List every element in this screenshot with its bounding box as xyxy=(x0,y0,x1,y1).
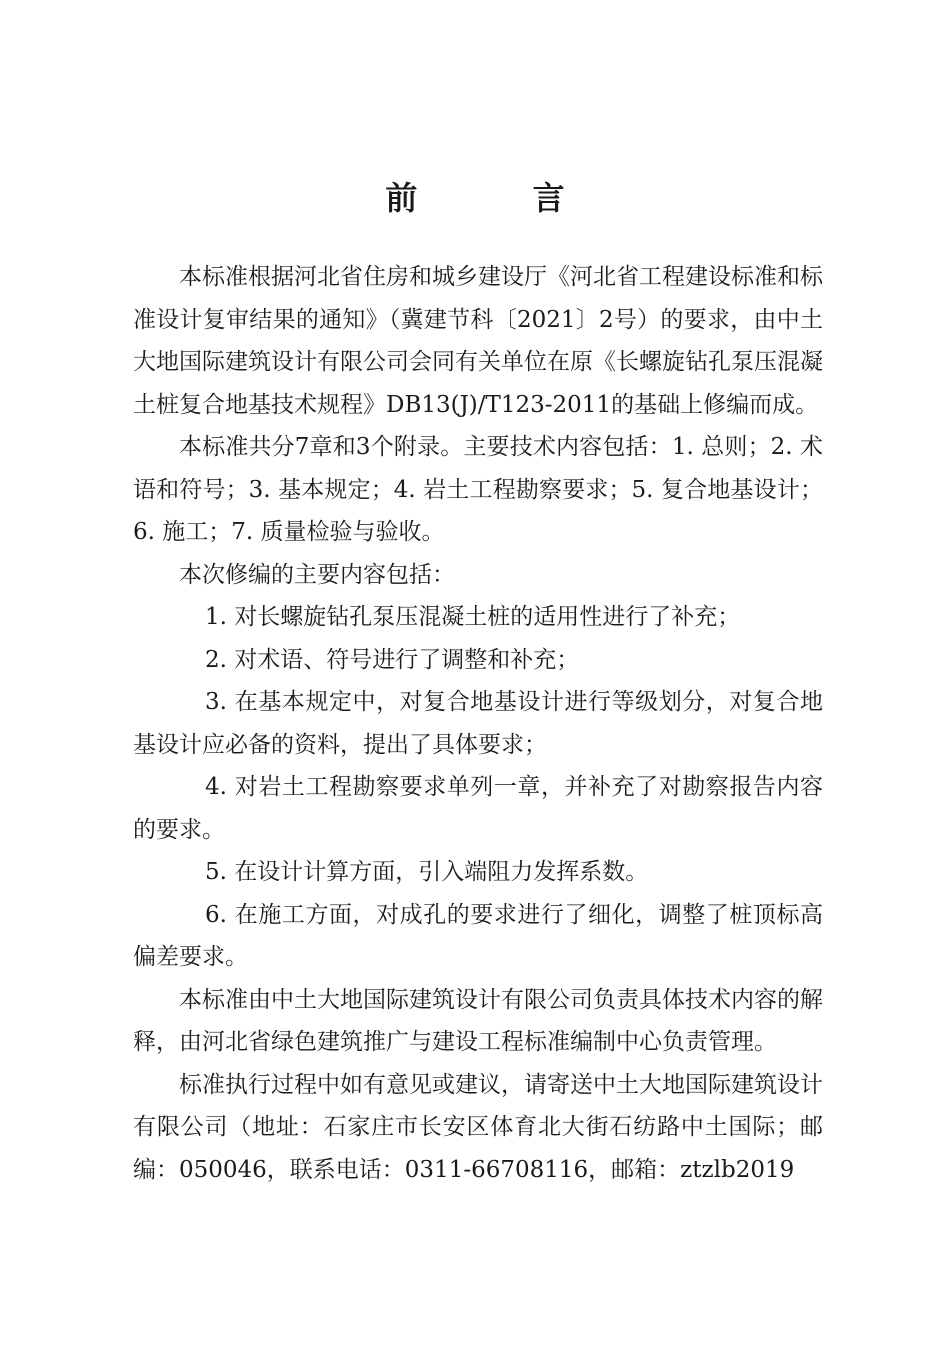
revision-item-6: 6. 在施工方面，对成孔的要求进行了细化，调整了桩顶标高偏差要求。 xyxy=(133,901,823,970)
paragraph-revision-intro: 本次修编的主要内容包括： xyxy=(179,561,455,588)
revision-item-3: 3. 在基本规定中，对复合地基设计进行等级划分，对复合地基设计应必备的资料，提出了具体要求； xyxy=(133,689,823,758)
document-body xyxy=(133,256,823,1191)
page-title: 前 言 xyxy=(385,179,617,217)
paragraph-content-overview: 本标准共分7章和3个附录。主要技术内容包括：1. 总则；2. 术语和符号；3. 基本规定；4. 岩土工程勘察要求；5. 复合地基设计；6. 施工；7. 质量检验与验收。 xyxy=(133,434,823,545)
revision-item-4: 4. 对岩土工程勘察要求单列一章，并补充了对勘察报告内容的要求。 xyxy=(133,774,823,843)
revision-item-1: 1. 对长螺旋钻孔泵压混凝土桩的适用性进行了补充； xyxy=(205,604,741,630)
revision-item-2: 2. 对术语、符号进行了调整和补充； xyxy=(205,646,580,673)
revision-item-5: 5. 在设计计算方面，引入端阻力发挥系数。 xyxy=(205,859,649,885)
paragraph-basis: 本标准根据河北省住房和城乡建设厅《河北省工程建设标准和标准设计复审结果的通知》（冀建节科〔2021〕2号）的要求，由中土大地国际建筑设计有限公司会同有关单位在原《长螺旋钻孔泵压混凝土桩复合地基技术规程》DB13(J)/T123-2011的基础上修编而成。 xyxy=(133,264,823,418)
paragraph-feedback-contact: 标准执行过程中如有意见或建议，请寄送中土大地国际建筑设计有限公司（地址：石家庄市长安区体育北大街石纺路中土国际；邮编：050046，联系电话：0311-66708116，邮箱：ztzlb2019 xyxy=(133,1071,823,1183)
paragraph-responsibility: 本标准由中土大地国际建筑设计有限公司负责具体技术内容的解释，由河北省绿色建筑推广与建设工程标准编制中心负责管理。 xyxy=(133,986,823,1055)
